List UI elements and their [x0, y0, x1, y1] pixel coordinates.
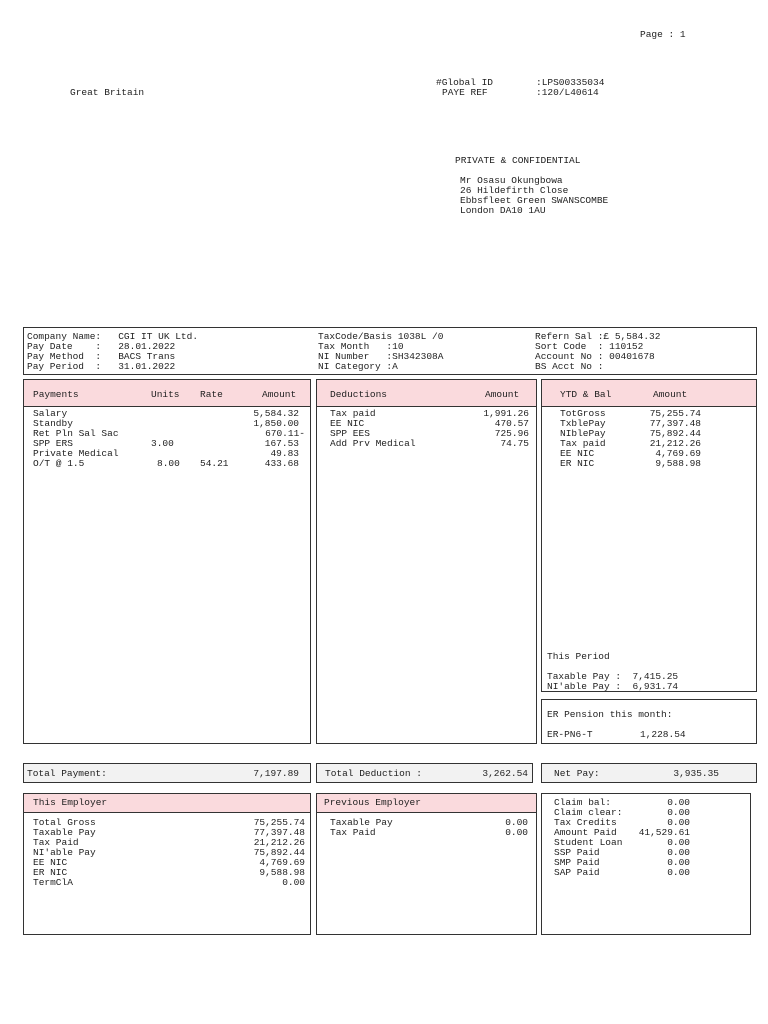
deduction-amount: 470.57 [494, 418, 529, 429]
rate-header: Rate [200, 389, 223, 400]
address-line-2: 26 Hildefirth Close [460, 185, 569, 196]
ytd-amount: 9,588.98 [655, 458, 701, 469]
ytd-name: TxblePay [560, 418, 606, 429]
payment-name: SPP ERS [33, 438, 73, 449]
units-header: Units [151, 389, 180, 400]
claims-name: Amount Paid [554, 827, 617, 838]
deduction-amount: 1,991.26 [483, 408, 529, 419]
employee-info-box [23, 327, 757, 375]
ni-category: NI Category :A [318, 361, 398, 372]
this-employer-name: Tax Paid [33, 837, 79, 848]
paye-ref-label: PAYE REF [442, 87, 488, 98]
claims-name: Student Loan [554, 837, 623, 848]
previous-employer-name: Taxable Pay [330, 817, 393, 828]
paye-ref-value: :120/L40614 [536, 87, 599, 98]
net-pay-box [541, 763, 757, 783]
ytd-name: EE NIC [560, 448, 595, 459]
ytd-name: ER NIC [560, 458, 595, 469]
previous-employer-amount: 0.00 [505, 827, 528, 838]
deduction-amount: 725.96 [494, 428, 529, 439]
payment-amount: 167.53 [264, 438, 299, 449]
total-payment-label: Total Payment: [27, 768, 107, 779]
bs-account-number: BS Acct No : [535, 361, 604, 372]
ytd-amount: 75,255.74 [649, 408, 701, 419]
deduction-name: EE NIC [330, 418, 365, 429]
previous-employer-name: Tax Paid [330, 827, 376, 838]
ytd-amount: 75,892.44 [649, 428, 701, 439]
confidential-label: PRIVATE & CONFIDENTIAL [455, 155, 581, 166]
payment-amount: 433.68 [264, 458, 299, 469]
payment-name: Salary [33, 408, 68, 419]
payment-units: 3.00 [151, 438, 174, 449]
pension-panel [541, 699, 757, 744]
claims-amount: 0.00 [667, 837, 690, 848]
ytd-amount-header: Amount [653, 389, 688, 400]
total-payment-box [23, 763, 311, 783]
tax-code: TaxCode/Basis 1038L /0 [318, 331, 444, 342]
this-employer-name: ER NIC [33, 867, 68, 878]
pay-date: Pay Date : 28.01.2022 [27, 341, 176, 352]
ytd-name: Tax paid [560, 438, 606, 449]
this-employer-name: Taxable Pay [33, 827, 96, 838]
payments-title: Payments [33, 389, 79, 400]
sort-code: Sort Code : 110152 [535, 341, 644, 352]
this-employer-header [24, 794, 310, 813]
ni-number: NI Number :SH342308A [318, 351, 444, 362]
this-employer-panel [23, 793, 311, 935]
previous-employer-panel [316, 793, 537, 935]
claims-amount: 0.00 [667, 807, 690, 818]
address-line-3: Ebbsfleet Green SWANSCOMBE [460, 195, 609, 206]
this-employer-amount: 75,255.74 [253, 817, 305, 828]
taxable-pay-period: Taxable Pay : 7,415.25 [547, 671, 679, 682]
claims-amount: 41,529.61 [638, 827, 690, 838]
claims-name: Tax Credits [554, 817, 617, 828]
this-employer-amount: 21,212.26 [253, 837, 305, 848]
pension-value: 1,228.54 [640, 729, 686, 740]
total-deduction-value: 3,262.54 [482, 768, 528, 779]
claims-amount: 0.00 [667, 857, 690, 868]
ytd-header [542, 380, 756, 407]
pension-label: ER-PN6-T [547, 729, 593, 740]
claims-row [542, 868, 750, 878]
ytd-row [542, 459, 756, 469]
pay-period: Pay Period : 31.01.2022 [27, 361, 176, 372]
company-name: Company Name: CGI IT UK Ltd. [27, 331, 199, 342]
deductions-panel [316, 379, 537, 744]
total-deduction-label: Total Deduction : [325, 768, 422, 779]
deduction-amount: 74.75 [500, 438, 529, 449]
deduction-name: SPP EES [330, 428, 370, 439]
payment-amount: 670.11- [265, 428, 305, 439]
net-pay-value: 3,935.35 [673, 768, 719, 779]
address-line-4: London DA10 1AU [460, 205, 546, 216]
claims-name: Claim bal: [554, 797, 612, 808]
this-employer-amount: 9,588.98 [259, 867, 305, 878]
claims-amount: 0.00 [667, 797, 690, 808]
ytd-amount: 77,397.48 [649, 418, 701, 429]
ytd-amount: 4,769.69 [655, 448, 701, 459]
payment-units: 8.00 [157, 458, 180, 469]
deduction-name: Tax paid [330, 408, 376, 419]
pay-method: Pay Method : BACS Trans [27, 351, 176, 362]
deduction-row [317, 439, 536, 449]
this-employer-amount: 0.00 [282, 877, 305, 888]
total-payment-value: 7,197.89 [253, 768, 299, 779]
payment-name: O/T @ 1.5 [33, 458, 85, 469]
claims-amount: 0.00 [667, 847, 690, 858]
this-employer-amount: 4,769.69 [259, 857, 305, 868]
tax-month: Tax Month :10 [318, 341, 404, 352]
claims-name: SSP Paid [554, 847, 600, 858]
previous-employer-row [317, 828, 536, 838]
payment-amount: 1,850.00 [253, 418, 299, 429]
ytd-title: YTD & Bal [560, 389, 612, 400]
country-label: Great Britain [70, 87, 145, 98]
deductions-amount-header: Amount [485, 389, 520, 400]
previous-employer-title: Previous Employer [324, 797, 421, 808]
this-period-label: This Period [547, 651, 610, 662]
total-deduction-box [316, 763, 533, 783]
claims-amount: 0.00 [667, 867, 690, 878]
deductions-header [317, 380, 536, 407]
payment-amount: 49.83 [270, 448, 299, 459]
global-id-label: #Global ID [436, 77, 494, 88]
claims-name: SMP Paid [554, 857, 600, 868]
niable-pay-period: NI'able Pay : 6,931.74 [547, 681, 679, 692]
payment-name: Private Medical [33, 448, 119, 459]
this-employer-name: EE NIC [33, 857, 68, 868]
this-employer-name: Total Gross [33, 817, 96, 828]
pension-title: ER Pension this month: [547, 709, 673, 720]
net-pay-label: Net Pay: [554, 768, 600, 779]
this-employer-name: NI'able Pay [33, 847, 96, 858]
ytd-amount: 21,212.26 [649, 438, 701, 449]
this-employer-amount: 77,397.48 [253, 827, 305, 838]
claims-name: Claim clear: [554, 807, 623, 818]
ytd-panel [541, 379, 757, 692]
payment-row [24, 459, 310, 469]
ytd-name: NIblePay [560, 428, 606, 439]
this-employer-row [24, 878, 310, 888]
address-line-1: Mr Osasu Okungbowa [460, 175, 563, 186]
this-employer-title: This Employer [33, 797, 108, 808]
page-number: Page : 1 [640, 29, 686, 40]
account-number: Account No : 00401678 [535, 351, 655, 362]
previous-employer-header [317, 794, 536, 813]
previous-employer-amount: 0.00 [505, 817, 528, 828]
this-employer-name: TermClA [33, 877, 73, 888]
payments-amount-header: Amount [262, 389, 297, 400]
payment-rate: 54.21 [200, 458, 229, 469]
payment-amount: 5,584.32 [253, 408, 299, 419]
payments-panel [23, 379, 311, 744]
global-id-value: :LPS00335034 [536, 77, 605, 88]
deduction-name: Add Prv Medical [330, 438, 416, 449]
payment-name: Ret Pln Sal Sac [33, 428, 119, 439]
this-employer-amount: 75,892.44 [253, 847, 305, 858]
deductions-title: Deductions [330, 389, 388, 400]
claims-amount: 0.00 [667, 817, 690, 828]
claims-name: SAP Paid [554, 867, 600, 878]
refern-sal: Refern Sal :£ 5,584.32 [535, 331, 661, 342]
payment-name: Standby [33, 418, 73, 429]
payments-header [24, 380, 310, 407]
claims-panel [541, 793, 751, 935]
ytd-name: TotGross [560, 408, 606, 419]
